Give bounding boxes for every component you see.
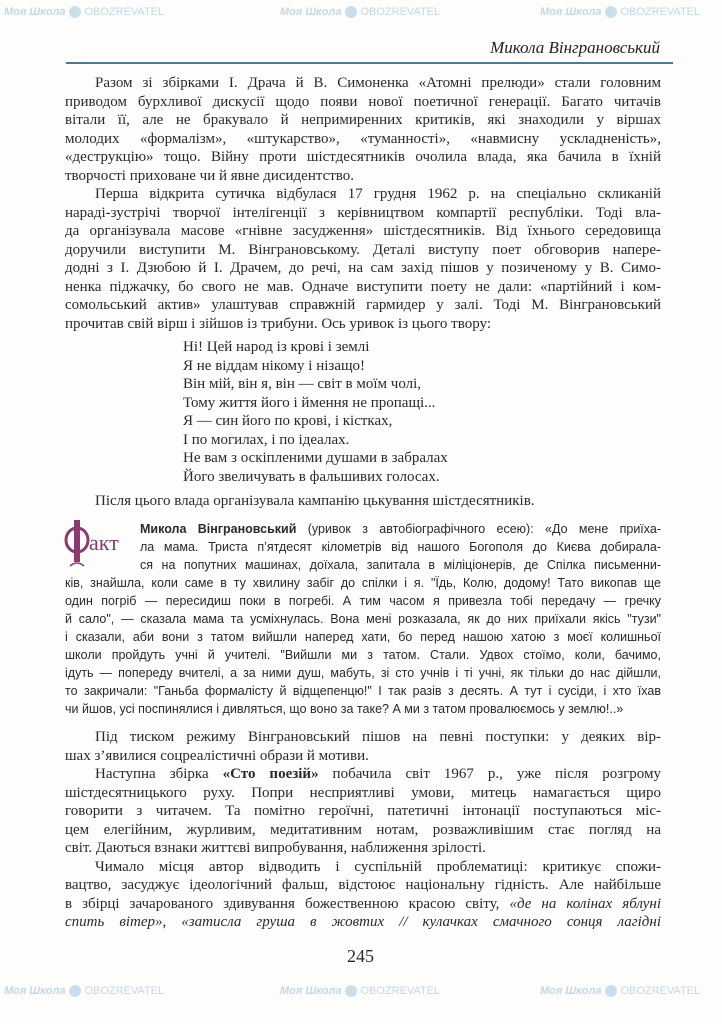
watermark-brand: Моя Школа xyxy=(540,6,602,18)
text-line: доручили виступити М. Вінграновському. Деталі виступу поет обговорив напере- xyxy=(65,241,661,258)
watermark-logo-icon xyxy=(345,985,357,997)
poem-line: І по могилах, і по ідеалах. xyxy=(183,431,350,448)
text-span: побачила світ 1967 р., уже після розгрому xyxy=(318,766,661,782)
text-line: ся на попутних машинах, доїхала, запитала в міліціонерів, де Спілка письменни- xyxy=(140,558,661,572)
text-span: в збірці зачарованого здивування божественною красою світу, xyxy=(65,895,510,912)
paragraph-3 xyxy=(95,492,665,511)
text-line: чи йшов, усі поспинялися і дивляться, що воно за таке? А ми з татом провалюємось у землю!..» xyxy=(65,702,624,716)
book-title: «Сто поезій» xyxy=(222,766,319,782)
poem-excerpt xyxy=(183,338,448,486)
text-line: ла мама. Триста п’ятдесят кілометрів від нашого Богополя до Києва добирала- xyxy=(140,540,661,554)
text-line: «деструкцію» тощо. Війну проти шістдесятників очолила влада, яка бачила в їхній xyxy=(65,149,661,165)
watermark xyxy=(540,6,700,18)
watermark-logo-icon xyxy=(69,6,81,18)
watermark-partner: OBOZREVATEL xyxy=(360,6,441,18)
watermark-brand: Моя Школа xyxy=(4,985,66,997)
watermark-logo-icon xyxy=(605,985,617,997)
fact-text: (уривок з автобіографічного есею): «До мене приїха- xyxy=(296,522,661,536)
text-line: шістдесятницького руху. Попри несприятливі умови, митець намагається щиро xyxy=(65,784,661,801)
watermark-partner: OBOZREVATEL xyxy=(620,6,701,18)
watermark xyxy=(540,985,700,997)
watermark-logo-icon xyxy=(345,6,357,18)
quote: «де на колінах яблуні xyxy=(509,895,661,912)
running-header-title: Микола Вінграновський xyxy=(490,38,660,57)
watermark xyxy=(4,985,164,997)
text-line: і сказали, аби вони з татом вийшли наперед хати, бо перед нашою хатою з моєї колишньої xyxy=(65,630,661,644)
text-line: вітали її, але не бракувало й непримиренних критиків, які знаходили у віршах xyxy=(65,112,661,128)
text-line: прочитав свій вірш і зійшов із трибуни. Ось уривок із цього твору: xyxy=(65,315,491,332)
text-line: ідуть — попереду вчителі, а за ними душ, мабуть, зі сто учнів і ті учні, як тільки до нас дійшли, xyxy=(65,666,661,680)
text-line: ненка піджачку, бо свого не мав. Одначе виступити поету не дали: «партійний і ком- xyxy=(65,278,661,295)
text-line xyxy=(65,913,661,932)
watermark xyxy=(280,6,440,18)
header-rule xyxy=(66,62,673,64)
poem-line: Тому життя його і ймення не пропащі... xyxy=(183,394,436,411)
text-line: говорити з читачем. Та помітно героїчні, патетичні інтонації поступаються міс- xyxy=(65,803,661,819)
text-line: да організувала масове «гнівне засудження» шістдесятників. Від їхнього середовища xyxy=(65,223,661,239)
watermark-partner: OBOZREVATEL xyxy=(84,6,165,18)
watermark-partner: OBOZREVATEL xyxy=(360,985,441,997)
watermark-logo-icon xyxy=(605,6,617,18)
watermark xyxy=(4,6,164,18)
watermark-partner: OBOZREVATEL xyxy=(620,985,701,997)
quote: спить вітер» xyxy=(65,914,163,930)
text-line: Разом зі збірками І. Драча й В. Симоненка «Атомні прелюди» стали головним xyxy=(95,75,661,91)
watermark-brand: Моя Школа xyxy=(540,985,602,997)
poem-line: Я не віддам нікому і нізащо! xyxy=(183,357,366,374)
text-line: школи пройдуть учні й учителі. "Вийшли ми з татом. Стали. Удвох стоїмо, коли, бачимо, xyxy=(65,648,661,662)
watermark-brand: Моя Школа xyxy=(280,985,342,997)
text-line: світ. Даються взнаки життєві випробування, наближення зрілості. xyxy=(65,840,486,856)
quote: «затисла груша в жовтих // кулачках смачного сонця лагідні xyxy=(181,914,661,930)
watermark xyxy=(280,985,440,997)
poem-line: Його звеличувать в фальшивих голосах. xyxy=(183,468,440,485)
text-line: шах з’явилися соцреалістичні образи й мотиви. xyxy=(65,747,369,764)
text-line: молодих «формалізм», «штукарство», «туманності», «навмисну ускладненість», xyxy=(65,130,661,147)
text-line xyxy=(65,895,661,914)
text-line: Перша відкрита сутичка відбулася 17 грудня 1962 р. на спеціально скликаній xyxy=(95,186,661,202)
watermark-brand: Моя Школа xyxy=(4,6,66,18)
text-line: й сало", — сказала мама та усміхнулась. Вона мені розказала, як до них приїхали якісь "тузи" xyxy=(65,612,661,626)
poem-line: Я — син його по крові, і кістках, xyxy=(183,413,393,429)
text-line: то закричали: "Ганьба формалісту й відщепенцю!" І так разів з десять. А тут і сусіди, і хто їхав xyxy=(65,684,661,698)
text-line xyxy=(65,765,661,784)
text-line: сомольський актив» улаштував справжній гармидер у залі. Тоді М. Вінграновський xyxy=(65,297,661,313)
text-line: нараді-зустрічі творчої інтелігенції з керівництвом компартії республіки. Тоді вла- xyxy=(65,204,661,221)
text-line: вацтво, засуджує ідеологічний фальш, відстоює національну гідність. Але найбільше xyxy=(65,877,661,893)
text-line: приводом бурхливої дискусії щодо появи нової поетичної генерації. Багато читачів xyxy=(65,93,661,110)
watermark-logo-icon xyxy=(69,985,81,997)
poem-line: Не вам з оскіпленими душами в забралах xyxy=(183,450,448,466)
text-line: Після цього влада організувала кампанію цькування шістдесятників. xyxy=(95,493,535,509)
watermark-brand: Моя Школа xyxy=(280,6,342,18)
paragraph-1 xyxy=(65,74,661,333)
text-span: Наступна збірка xyxy=(95,766,223,782)
poem-line: Ні! Цей народ із крові і землі xyxy=(183,339,370,355)
watermark-partner: OBOZREVATEL xyxy=(84,985,165,997)
page-number: 245 xyxy=(347,946,374,966)
poem-line: Він мій, він я, він — світ в моїм чолі, xyxy=(183,376,422,392)
svg-text:акт: акт xyxy=(89,530,119,555)
text-line: цем елегійним, журливим, медитативним нотам, розважливішим стає погляд на xyxy=(65,821,661,838)
paragraph-4 xyxy=(65,728,661,932)
text-line xyxy=(65,520,661,538)
text-line: творчості приховане чи й явне дисидентство. xyxy=(65,167,355,184)
text-line: один погріб — пересидиш поки в погребі. А тим часом я привезла тобі передачу — гречку xyxy=(65,594,661,608)
fact-box xyxy=(65,520,661,718)
text-line: ків, знайшла, коли саме в ту хвилину забіг до спілки і я. "Їдь, Колю, додому! Тато викопав ще xyxy=(65,576,661,590)
text-line: Під тиском режиму Вінграновський пішов на певні поступки: у деяких вір- xyxy=(95,729,661,745)
fact-author: Микола Вінграновський xyxy=(140,522,297,536)
text-line: додні з І. Дзюбою й І. Драчем, до речі, на сам захід пішов у позиченому у В. Симо- xyxy=(65,260,661,276)
text-span: , xyxy=(162,914,182,930)
text-line: Чимало місця автор відводить і суспільній проблематиці: критикує спожи- xyxy=(95,858,661,875)
